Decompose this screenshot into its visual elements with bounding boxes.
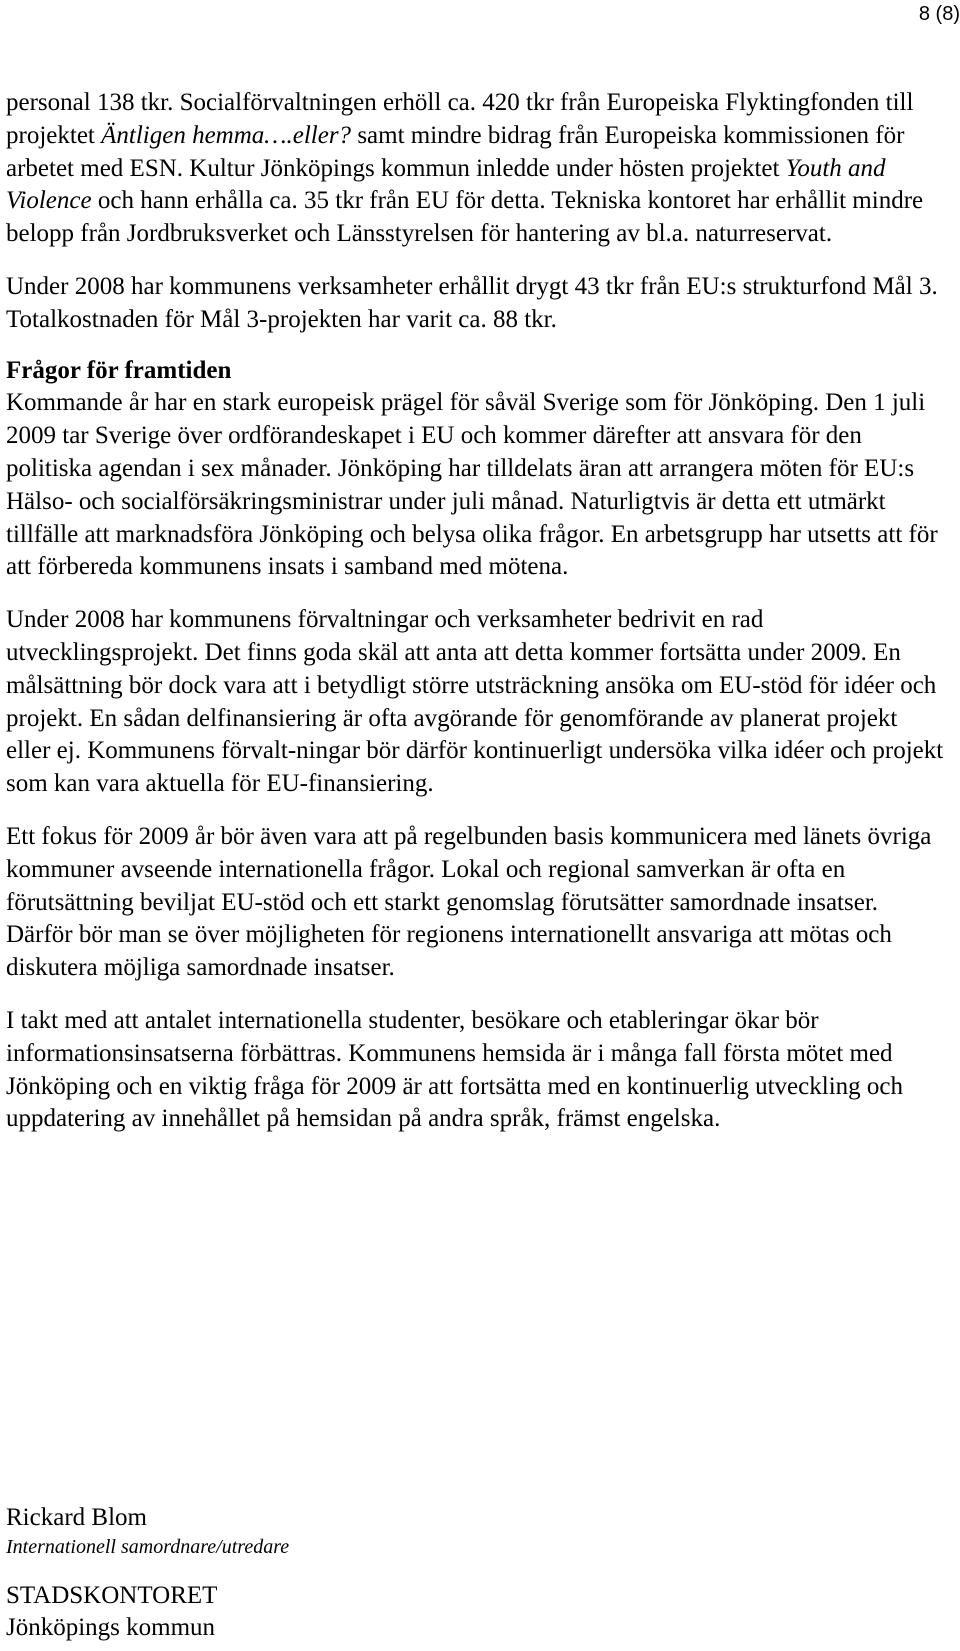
project-name-antligen-hemma: Äntligen hemma….eller? <box>101 121 352 149</box>
signatory-name: Rickard Blom <box>6 1504 147 1531</box>
document-body <box>6 87 944 1136</box>
project-name-youth-and-violence: Youth and Violence <box>6 154 886 215</box>
organization-block <box>6 1580 217 1644</box>
paragraph-regional-cooperation: Ett fokus för 2009 år bör även vara att på regelbunden basis kommunicera med länets övriga kommuner avseende internationella frågor. Lokal och regional samverkan är ofta en förutsättning beviljat EU-stöd och ett starkt genomslag förutsätter samordnade insatser. Därför bör man se över möjligheten för regionens internationellt ansvariga att mötas och diskutera möjliga samordnade insatser. <box>6 822 932 982</box>
page-number: 8 (8) <box>918 3 960 25</box>
section-heading: Frågor för framtiden <box>6 356 232 384</box>
organization-department: STADSKONTORET <box>6 1582 218 1609</box>
paragraph-information-efforts: I takt med att antalet internationella studenter, besökare och etableringar ökar bör informationsinsatserna förbättras. Kommunens hemsida är i många fall första mötet med Jönköping och en viktig fråga för 2009 är att fortsätta med en kontinuerlig utveckling och uppdatering av innehållet på hemsidan på andra språk, främst engelska. <box>6 1006 903 1133</box>
paragraph-funding-details <box>6 87 944 251</box>
paragraph-text: personal 138 tkr. Socialförvaltningen erhöll ca. 420 tkr från Europeiska Flyktingfonden till projektet <box>6 89 914 149</box>
paragraph-text: samt mindre bidrag från Europeiska kommissionen för arbetet med ESN. Kultur Jönköpings kommun inledde under hösten projektet <box>6 121 905 182</box>
paragraph-eu-presidency: Kommande år har en stark europeisk prägel för såväl Sverige som för Jönköping. Den 1 juli 2009 tar Sverige över ordförandeskapet i EU och kommer därefter att ansvara för den politiska agendan i sex månader. Jönköping har tilldelats äran att arrangera möten för EU:s Hälso- och socialförsäkringsministrar under juli månad. Naturligtvis är detta ett utmärkt tillfälle att marknadsföra Jönköping och belysa olika frågor. En arbetsgrupp har utsetts att för att förbereda kommunens insats i samband med mötena. <box>6 389 938 581</box>
organization-municipality: Jönköpings kommun <box>6 1614 216 1641</box>
paragraph-development-projects: Under 2008 har kommunens förvaltningar och verksamheter bedrivit en rad utvecklingsprojekt. Det finns goda skäl att anta att detta kommer fortsätta under 2009. En målsättning bör dock vara att i betydligt större utsträckning ansöka om EU-stöd för idéer och projekt. En sådan delfinansiering är ofta avgörande för genomförande av planerat projekt eller ej. Kommunens förvalt-ningar bör därför kontinuerligt undersöka vilka idéer och projekt som kan vara aktuella för EU-finansiering. <box>6 606 944 798</box>
signature-block <box>6 1502 289 1560</box>
signatory-title: Internationell samordnare/utredare <box>6 1536 290 1558</box>
paragraph-text: och hann erhålla ca. 35 tkr från EU för detta. Tekniska kontoret har erhållit mindre belopp från Jordbruksverket och Länsstyrelsen för hantering av bl.a. naturreservat. <box>6 187 924 248</box>
paragraph-structural-fund: Under 2008 har kommunens verksamheter erhållit drygt 43 tkr från EU:s strukturfond Mål 3. Totalkostnaden för Mål 3-projekten har varit ca. 88 tkr. <box>6 272 938 333</box>
